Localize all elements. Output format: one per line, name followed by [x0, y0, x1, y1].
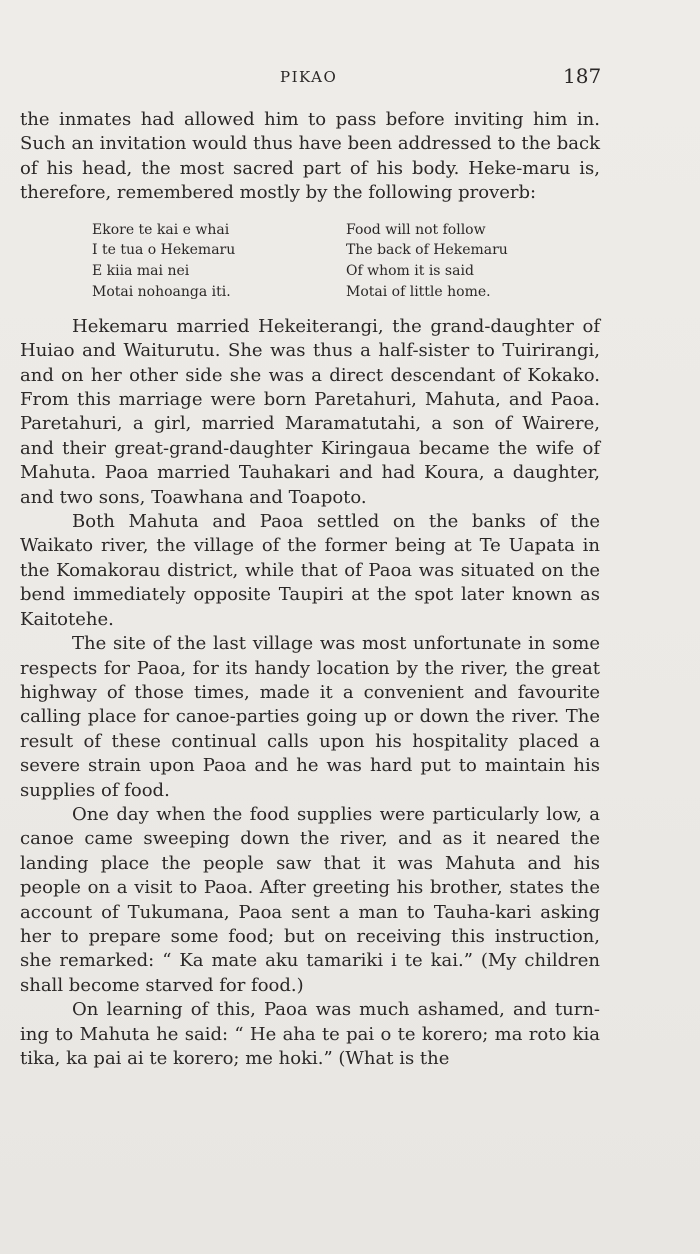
- running-head: [0, 66, 700, 90]
- paragraph-3: Both Mahuta and Paoa settled on the banks of the Waikato river, the village of the former being at Te Uapata in the Komakorau district, while that of Paoa was situated on the bend immediately opposite Taupiri at the spot later known as Kaitotehe.: [20, 511, 600, 630]
- paragraph-1: the inmates had allowed him to pass before inviting him in. Such an invitation would thus have been addressed to the back of his head, the most sacred part of his body. Heke-maru is, therefore, remembered mostly by the following proverb:: [20, 109, 600, 204]
- running-title: PIKAO: [280, 68, 338, 86]
- paragraph-5: One day when the food supplies were particularly low, a canoe came sweeping down the river, and as it neared the landing place the people saw that it was Mahuta and his people on a visit to Paoa. After greeting his brother, states the account of Tukumana, Paoa sent a man to Tauha-kari asking her to prepare some food; but on receiving this instruction, she remarked: “ Ka mate aku tamariki i te kai.” (My children shall become starved for food.): [20, 803, 600, 996]
- proverb-maori-line: Motai nohoanga iti.: [92, 284, 231, 301]
- proverb-maori-line: E kiia mai nei: [92, 263, 190, 280]
- proverb-maori-line: Ekore te kai e whai: [92, 221, 230, 238]
- proverb-english-line: Of whom it is said: [346, 263, 474, 280]
- page-number: 187: [563, 64, 602, 88]
- body-text: [20, 108, 600, 1071]
- proverb-block: [92, 220, 600, 303]
- paragraph-2: Hekemaru married Hekeiterangi, the grand-daughter of Huiao and Waiturutu. She was thus a half-sister to Tuirirangi, and on her other side she was a direct descendant of Kokako. From this marriage were born Paretahuri, Mahuta, and Paoa. Paretahuri, a girl, married Maramatutahi, a son of Wairere, and their great-grand-daughter Kiringaua became the wife of Mahuta. Paoa married Tauhakari and had Koura, a daughter, and two sons, Toawhana and Toapoto.: [20, 315, 600, 508]
- proverb-maori-column: [92, 220, 346, 303]
- paragraph-4: The site of the last village was most unfortunate in some respects for Paoa, for its handy location by the river, the great highway of those times, made it a convenient and favourite calling place for canoe-parties going up or down the river. The result of these continual calls upon his hospitality placed a severe strain upon Paoa and he was hard put to maintain his supplies of food.: [20, 633, 600, 801]
- proverb-maori-line: I te tua o Hekemaru: [92, 242, 236, 259]
- proverb-english-line: The back of Hekemaru: [346, 242, 508, 259]
- paragraph-6: On learning of this, Paoa was much ashamed, and turn-ing to Mahuta he said: “ He aha te pai o te korero; ma roto kia tika, ka pai ai te korero; me hoki.” (What is the: [20, 999, 600, 1069]
- proverb-english-line: Motai of little home.: [346, 284, 491, 301]
- proverb-english-column: [346, 220, 586, 303]
- proverb-english-line: Food will not follow: [346, 221, 486, 238]
